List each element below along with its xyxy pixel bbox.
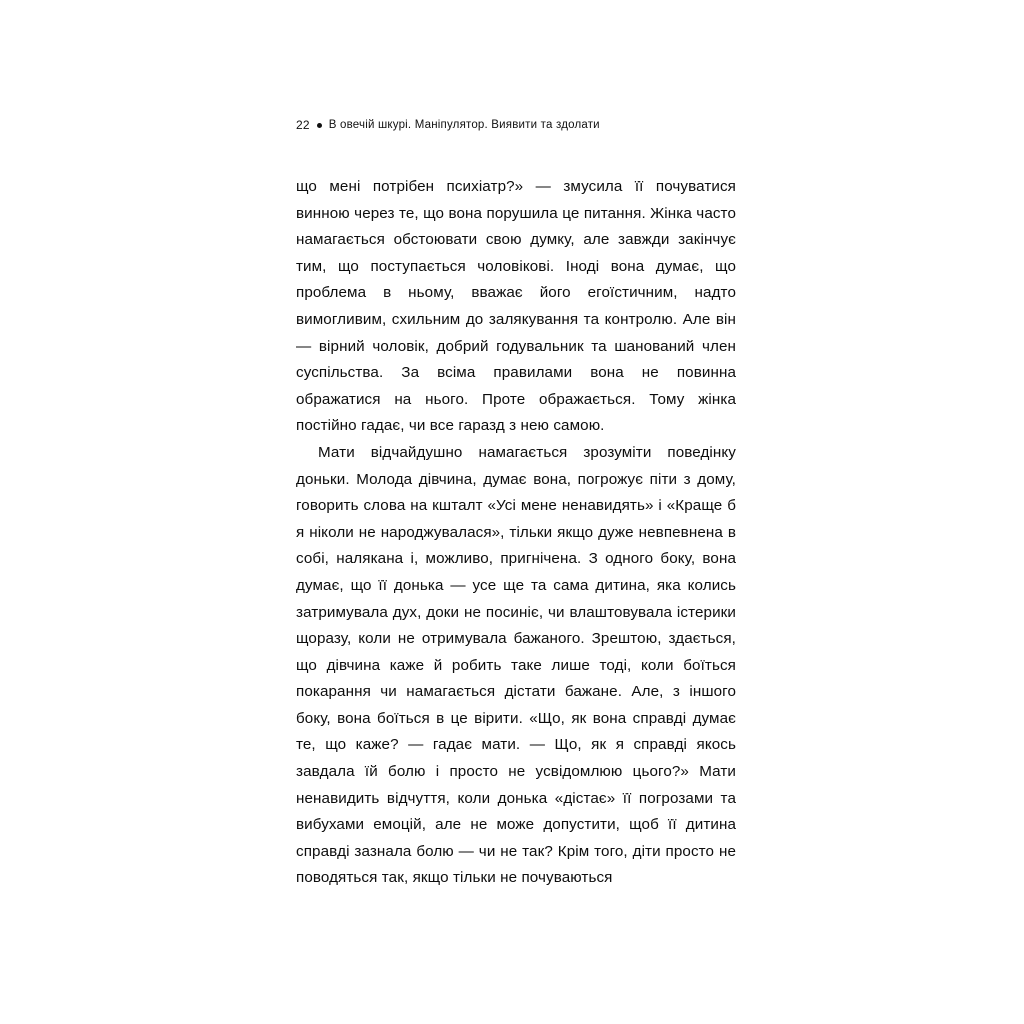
paragraph: що мені потрібен психіатр?» — змусила її почуватися винною через те, що вона порушила це питання. Жінка часто намагається обстоювати свою думку, але завжди закінчує тим, що поступається чоловікові. Іноді вона думає, що проблема в ньому, вважає його егоїстичним, надто вимогливим, схильним до залякування та контролю. Але він — вірний чоловік, добрий годувальник та шанований член суспільства. За всіма правилами вона не повинна ображатися на нього. Проте ображається. Тому жінка постійно гадає, чи все гаразд з нею самою. [296, 178, 736, 435]
bullet-dot-icon [317, 123, 322, 128]
running-head [296, 118, 736, 132]
body-text [296, 174, 736, 892]
page-content-area [296, 118, 736, 892]
paragraph: Мати відчайдушно намагається зрозуміти поведінку доньки. Молода дівчина, думає вона, погрожує піти з дому, говорить слова на кшталт «Усі мене ненавидять» і «Краще б я ніколи не народжувалася», тільки якщо дуже невпевнена в собі, налякана і, можливо, пригнічена. З одного боку, вона думає, що її донька — усе ще та сама дитина, яка колись затримувала дух, доки не посиніє, чи влаштовувала істерики щоразу, коли не отримувала бажаного. Зрештою, здається, що дівчина каже й робить таке лише тоді, коли боїться покарання чи намагається дістати бажане. Але, з іншого боку, вона боїться в це вірити. «Що, як вона справді думає те, що каже? — гадає мати. — Що, як я справді якось завдала їй болю і просто не усвідомлюю цього?» Мати ненавидить відчуття, коли донька «дістає» її погрозами та вибухами емоцій, але не може допустити, щоб її дитина справді зазнала болю — чи не так? Крім того, діти просто не поводяться так, якщо тільки не почуваються [296, 443, 736, 887]
page-number: 22 [296, 118, 310, 132]
running-head-title: В овечій шкурі. Маніпулятор. Виявити та здолати [328, 119, 600, 131]
